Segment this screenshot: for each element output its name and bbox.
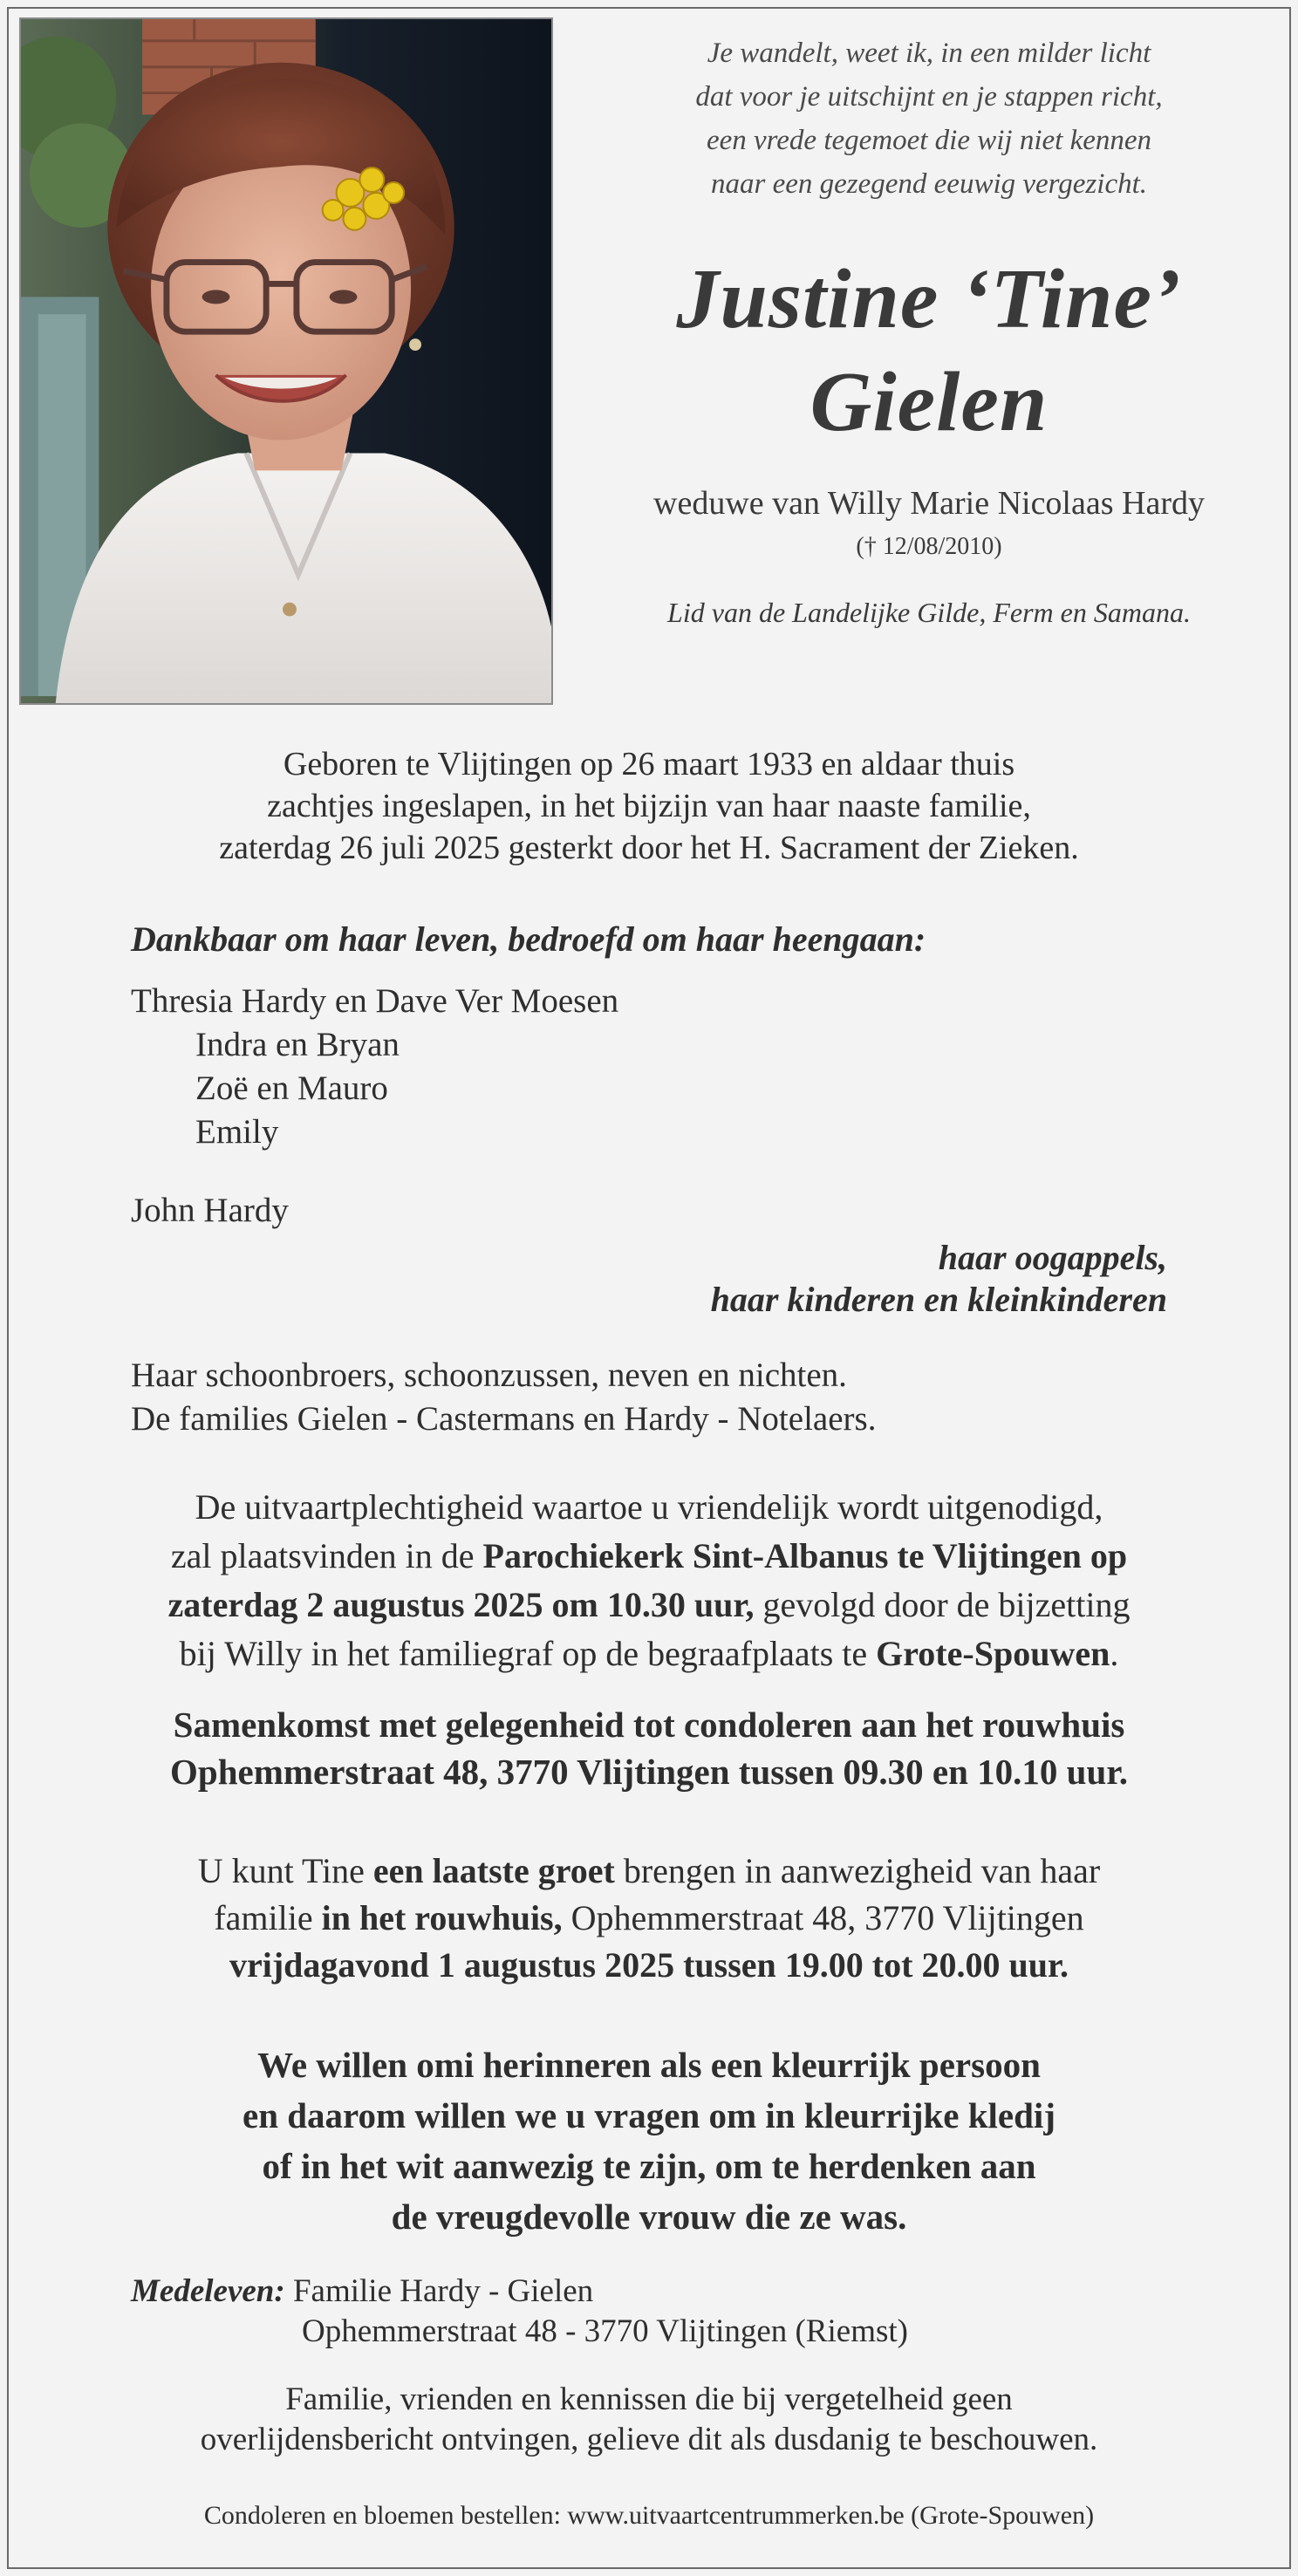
text-span: U kunt Tine [197,1851,373,1890]
relation-line: haar kinderen en kleinkinderen [710,1280,1167,1319]
name-line-2: Gielen [810,355,1049,449]
last-greeting: een laatste groet [372,1851,615,1890]
poem-line: naar een gezegend eeuwig vergezicht. [710,168,1148,200]
farewell-datetime: vrijdagavond 1 augustus 2025 tussen 19.00 tot 20.00 uur. [229,1945,1069,1985]
ceremony-paragraph [0,1483,1298,1678]
church-location: Parochiekerk Sint-Albanus te Vlijtingen op [482,1536,1128,1575]
text-line: zachtjes ingeslapen, in het bijzijn van haar naaste familie, [267,788,1031,824]
poem-line: dat voor je uitschijnt en je stappen richt, [695,81,1163,113]
condolence-address [131,2272,908,2352]
footer-link-line: Condoleren en bloemen bestellen: www.uitvaartcentrummerken.be (Grote-Spouwen) [203,2501,1095,2530]
relation-line: haar oogappels, [938,1238,1167,1277]
text-line: Familie, vrienden en kennissen die bij vergetelheid geen [285,2381,1013,2417]
poem-line: een vrede tegemoet die wij niet kennen [706,125,1152,156]
poem-line: Je wandelt, weet ik, in een milder licht [707,38,1151,69]
extended-family-line: De families Gielen - Castermans en Hardy - Notelaers. [131,1400,877,1438]
family-grandchild: Emily [195,1113,279,1151]
text-span: gevolgd door de bijzetting [754,1585,1131,1624]
text-span: . [1110,1634,1119,1673]
text-span: zal plaatsvinden in de [170,1536,483,1575]
family-child: Thresia Hardy en Dave Ver Moesen [131,982,619,1020]
text-line [131,2272,908,2312]
family-child: John Hardy [131,1192,289,1229]
condolence-street: Ophemmerstraat 48 - 3770 Vlijtingen (Riemst) [302,2313,908,2349]
text-line: Geboren te Vlijtingen op 26 maart 1933 en aldaar thuis [283,746,1015,782]
text-line: de vreugdevolle vrouw die ze was. [391,2197,907,2237]
notice-paragraph [0,2380,1298,2460]
family-grandchild: Indra en Bryan [195,1026,400,1063]
text-line [0,1895,1298,1942]
text-line [0,1630,1298,1678]
text-span: familie [214,1898,322,1937]
text-span: brengen in aanwezigheid van haar [614,1851,1101,1890]
text-line [0,1581,1298,1630]
ceremony-datetime: zaterdag 2 augustus 2025 om 10.30 uur, [167,1585,755,1624]
text-line: zaterdag 26 juli 2025 gesterkt door het H. Sacrament der Zieken. [219,830,1079,866]
family-relation [711,1237,1167,1321]
cemetery-location: Grote-Spouwen [876,1634,1110,1673]
colorful-request [0,2040,1298,2242]
text-line: overlijdensbericht ontvingen, gelieve dit als dusdanig te beschouwen. [200,2422,1098,2457]
widow-date: († 12/08/2010) [856,533,1002,560]
text-line: De uitvaartplechtigheid waartoe u vriendelijk wordt uitgenodigd, [195,1487,1103,1527]
deceased-name [576,248,1282,454]
header-right-column [576,31,1282,630]
text-line [0,1848,1298,1895]
extended-family [131,1354,876,1441]
farewell-paragraph [0,1848,1298,1989]
widow-of: weduwe van Willy Marie Nicolaas Hardy [653,485,1205,522]
extended-family-line: Haar schoonbroers, schoonzussen, neven en nichten. [131,1356,847,1394]
family-list [131,980,618,1233]
gathering-paragraph [0,1701,1298,1795]
text-line: of in het wit aanwezig te zijn, om te herdenken aan [262,2146,1036,2186]
mourning-house: in het rouwhuis, [321,1898,563,1937]
portrait-photo [19,17,553,705]
text-line: Ophemmerstraat 48, 3770 Vlijtingen tussen 09.30 en 10.10 uur. [170,1752,1128,1792]
text-span: bij Willy in het familiegraf op de begraafplaats te [179,1634,877,1673]
text-line: en daarom willen we u vragen om in kleurrijke kledij [243,2095,1055,2135]
text-line: Samenkomst met gelegenheid tot condoleren aan het rouwhuis [173,1705,1125,1745]
text-span: Familie Hardy - Gielen [284,2273,594,2309]
text-line [0,1532,1298,1581]
poem [576,31,1282,206]
condolence-label: Medeleven: [131,2273,285,2309]
birth-death-paragraph [0,743,1298,869]
text-line: We willen omi herinneren als een kleurrijk persoon [257,2045,1041,2085]
text-span: Ophemmerstraat 48, 3770 Vlijtingen [562,1898,1084,1937]
grateful-heading: Dankbaar om haar leven, bedroefd om haar heengaan: [131,919,926,959]
family-grandchild: Zoë en Mauro [195,1069,388,1107]
name-line-1: Justine ‘Tine’ [676,252,1182,346]
membership: Lid van de Landelijke Gilde, Ferm en Samana. [667,597,1191,628]
